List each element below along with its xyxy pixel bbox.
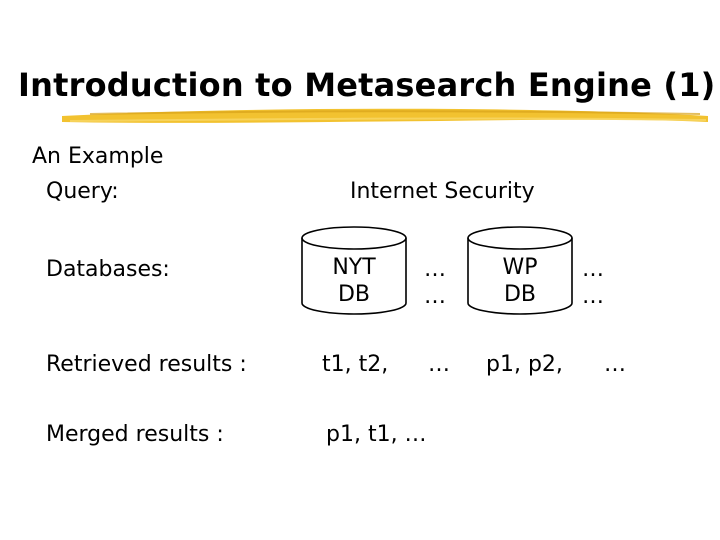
nyt-db-line2: DB	[337, 282, 371, 307]
databases-label: Databases:	[46, 257, 170, 282]
db-ellipsis-b: …	[424, 284, 447, 309]
wp-database-label	[476, 254, 564, 308]
retrieved-wp-results: p1, p2,	[486, 352, 563, 377]
retrieved-results-label: Retrieved results :	[46, 352, 247, 377]
query-label: Query:	[46, 179, 119, 204]
db-ellipsis-a: …	[424, 257, 447, 282]
wp-db-line1: WP	[502, 255, 538, 280]
retrieved-ellipsis-1: …	[428, 352, 451, 377]
title-underline	[60, 102, 710, 128]
example-heading: An Example	[32, 144, 164, 169]
retrieved-ellipsis-2: …	[604, 352, 627, 377]
slide-title: Introduction to Metasearch Engine (1)	[18, 66, 716, 104]
db-ellipsis-c: …	[582, 257, 605, 282]
query-value: Internet Security	[350, 179, 535, 204]
retrieved-nyt-results: t1, t2,	[322, 352, 389, 377]
nyt-db-line1: NYT	[332, 255, 376, 280]
merged-results-value: p1, t1, …	[326, 422, 427, 447]
db-ellipsis-d: …	[582, 284, 605, 309]
wp-db-line2: DB	[503, 282, 537, 307]
merged-results-label: Merged results :	[46, 422, 224, 447]
nyt-database-label	[310, 254, 398, 308]
